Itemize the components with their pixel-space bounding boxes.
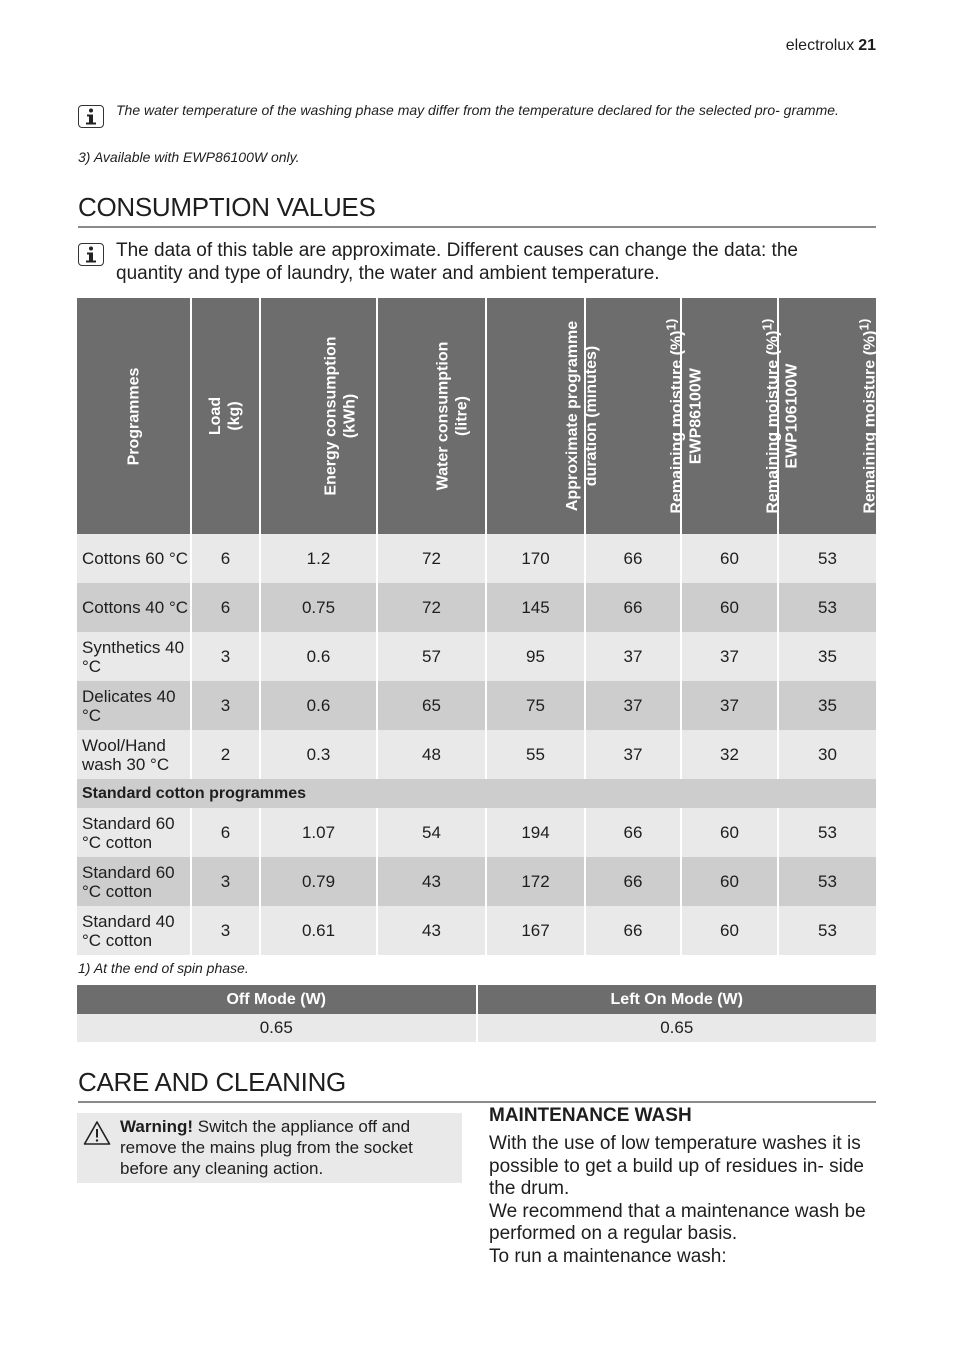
maintenance-paragraph: To run a maintenance wash: [489,1245,727,1267]
table-row [77,632,876,681]
value-cell: 37 [681,632,778,681]
value-cell: 0.6 [260,681,377,730]
value-cell: 6 [191,583,260,632]
maintenance-wash-text [489,1133,869,1268]
value-cell: 3 [191,906,260,955]
programme-name-cell: Standard 40 °C cotton [77,906,191,955]
page-header [786,37,876,55]
value-cell: 48 [377,730,486,779]
value-cell: 54 [377,808,486,857]
value-cell: 65 [377,681,486,730]
table-row [77,1014,876,1042]
value-cell: 3 [191,681,260,730]
programme-name-cell: Standard 60 °C cotton [77,857,191,906]
value-cell: 0.79 [260,857,377,906]
left-on-mode-value: 0.65 [477,1014,877,1042]
value-cell: 35 [778,681,876,730]
value-cell: 2 [191,730,260,779]
warning-message: Switch the appliance off and remove the mains plug from the socket before any cleaning action. [120,1117,413,1178]
power-table [77,985,876,1042]
table-row [77,906,876,955]
col-header-load: Load (kg) [191,298,260,534]
value-cell: 43 [377,906,486,955]
programme-name-cell: Cottons 40 °C [77,583,191,632]
col-header-moisture-ewp106100w: Remaining moisture (%)$^{1)}$ EWP106100W [681,298,778,534]
page-number: 21 [858,37,876,54]
value-cell: 172 [486,857,585,906]
col-header-duration: Approximate programme duration (minutes) [486,298,585,534]
programme-name-cell: Standard 60 °C cotton [77,808,191,857]
value-cell: 60 [681,583,778,632]
warning-box [77,1113,462,1183]
value-cell: 57 [377,632,486,681]
value-cell: 35 [778,632,876,681]
value-cell: 66 [585,808,681,857]
value-cell: 55 [486,730,585,779]
value-cell: 66 [585,857,681,906]
maintenance-paragraph: With the use of low temperature washes it is possible to get a build up of residues in- side the drum. [489,1133,864,1199]
value-cell: 6 [191,808,260,857]
water-temperature-note: The water temperature of the washing phase may differ from the temperature declared for the selected pro- gramme. [116,102,839,118]
col-header-energy: Energy consumption (kWh) [260,298,377,534]
value-cell: 95 [486,632,585,681]
value-cell: 37 [585,632,681,681]
warning-triangle-icon [83,1120,111,1146]
value-cell: 66 [585,906,681,955]
value-cell: 66 [585,583,681,632]
value-cell: 0.3 [260,730,377,779]
col-header-moisture-ewp86100w: Remaining moisture (%)$^{1)}$ EWP86100W [585,298,681,534]
value-cell: 53 [778,583,876,632]
table-header-row [77,985,876,1014]
value-cell: 170 [486,534,585,583]
value-cell: 53 [778,857,876,906]
maintenance-wash-heading: MAINTENANCE WASH [489,1105,692,1126]
info-icon [78,105,104,128]
value-cell: 0.61 [260,906,377,955]
section-row [77,779,876,808]
brand-name: electrolux [785,37,855,54]
consumption-values-heading: CONSUMPTION VALUES [78,192,376,222]
warning-label: Warning! [120,1117,194,1136]
value-cell: 60 [681,808,778,857]
maintenance-paragraph: We recommend that a maintenance wash be performed on a regular basis. [489,1200,866,1244]
value-cell: 3 [191,632,260,681]
value-cell: 60 [681,857,778,906]
programme-name-cell: Cottons 60 °C [77,534,191,583]
value-cell: 194 [486,808,585,857]
value-cell: 6 [191,534,260,583]
table-row [77,583,876,632]
value-cell: 0.75 [260,583,377,632]
value-cell: 30 [778,730,876,779]
value-cell: 53 [778,534,876,583]
value-cell: 37 [585,681,681,730]
value-cell: 37 [585,730,681,779]
table-header-row [77,298,876,534]
value-cell: 53 [778,808,876,857]
value-cell: 3 [191,857,260,906]
value-cell: 32 [681,730,778,779]
section-label: Standard cotton programmes [77,779,876,808]
value-cell: 60 [681,534,778,583]
col-header-left-on-mode: Left On Mode (W) [477,985,877,1014]
info-icon [78,243,104,266]
value-cell: 167 [486,906,585,955]
value-cell: 145 [486,583,585,632]
value-cell: 43 [377,857,486,906]
value-cell: 1.07 [260,808,377,857]
footnote-3: 3) Available with EWP86100W only. [78,149,300,165]
approximate-data-note: The data of this table are approximate. Different causes can change the data: the quantity and type of laundry, the water and ambient temperature. [116,240,798,284]
care-and-cleaning-heading: CARE AND CLEANING [78,1067,346,1097]
value-cell: 60 [681,906,778,955]
value-cell: 72 [377,534,486,583]
programme-name-cell: Wool/Hand wash 30 °C [77,730,191,779]
table-row [77,730,876,779]
col-header-programmes: Programmes [77,298,191,534]
value-cell: 66 [585,534,681,583]
heading-rule [78,1101,876,1103]
table-row [77,857,876,906]
value-cell: 53 [778,906,876,955]
heading-rule [78,226,876,228]
value-cell: 1.2 [260,534,377,583]
value-cell: 75 [486,681,585,730]
table-row [77,808,876,857]
consumption-table [77,298,898,955]
col-header-moisture-ewp126100w: Remaining moisture (%)$^{1)}$ EWP126100W [778,298,876,534]
value-cell: 0.6 [260,632,377,681]
value-cell: 37 [681,681,778,730]
footnote-1: 1) At the end of spin phase. [78,960,249,976]
programme-name-cell: Delicates 40 °C [77,681,191,730]
programme-name-cell: Synthetics 40 °C [77,632,191,681]
table-row [77,534,876,583]
value-cell: 72 [377,583,486,632]
col-header-water: Water consumption (litre) [377,298,486,534]
off-mode-value: 0.65 [77,1014,477,1042]
col-header-off-mode: Off Mode (W) [77,985,477,1014]
table-row [77,681,876,730]
warning-text [120,1116,450,1179]
